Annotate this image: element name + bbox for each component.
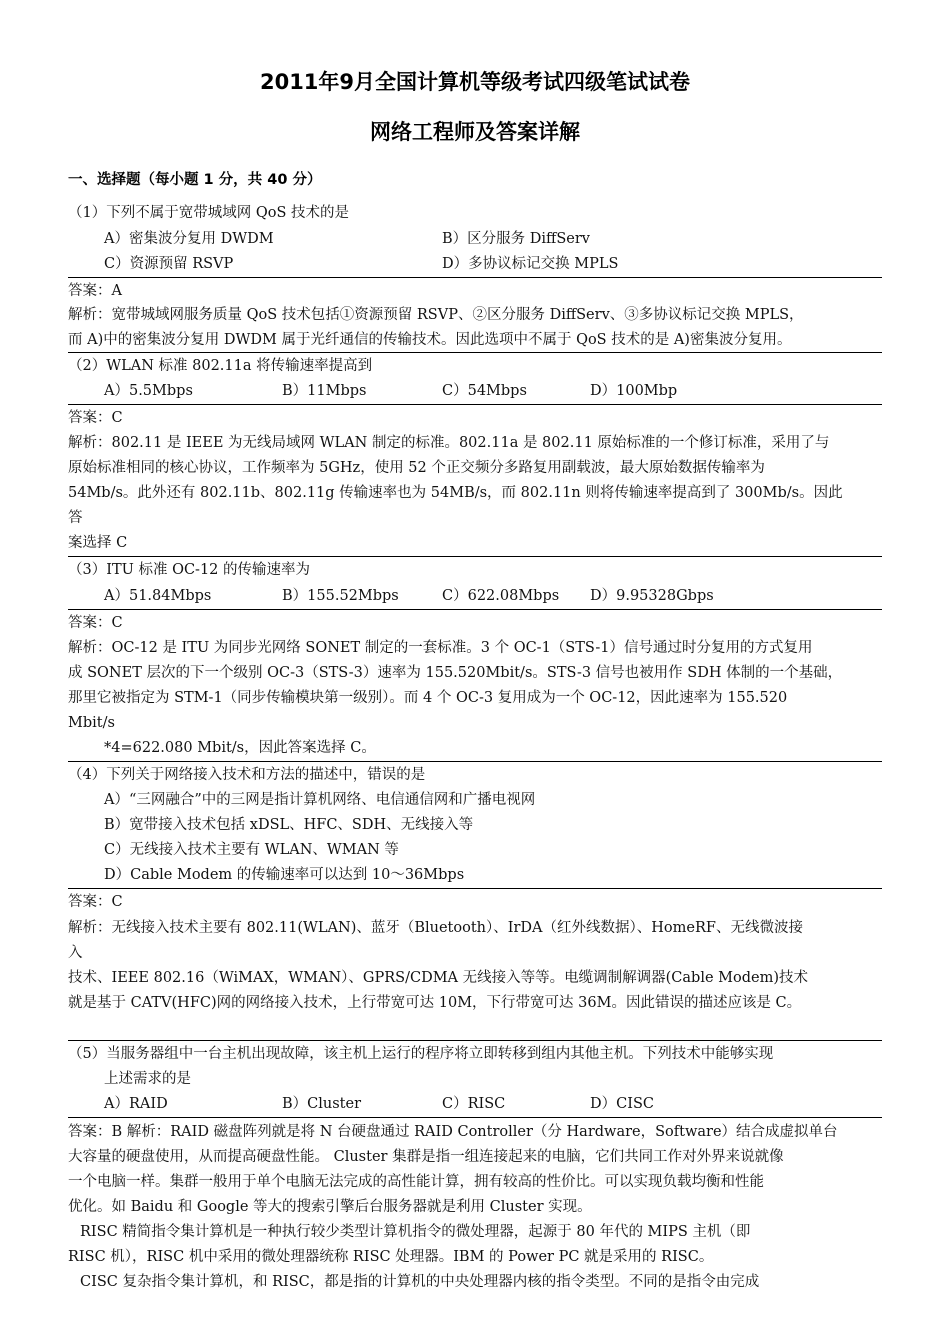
q3-option-c: C）622.08Mbps [442,588,560,604]
divider [68,277,882,278]
q5-explanation-line: 优化。如 Baidu 和 Google 等大的搜索引擎后台服务器就是利用 Cluster 实现。 [68,1199,592,1215]
q2-explanation-line: 答 [68,510,83,526]
q2-explanation-line: 原始标准相同的核心协议，工作频率为 5GHz，使用 52 个正交频分多路复用副载波，最大原始数据传输率为 [68,460,765,476]
q3-question: （3）ITU 标准 OC-12 的传输速率为 [68,562,311,578]
q5-option-c: C）RISC [442,1096,506,1112]
q1-explanation-line: 而 A)中的密集波分复用 DWDM 属于光纤通信的传输技术。因此选项中不属于 QoS 技术的是 A)密集波分复用。 [68,332,792,348]
q5-explanation-line: RISC 精简指令集计算机是一种执行较少类型计算机指令的微处理器，起源于 80 年代的 MIPS 主机（即 [80,1224,751,1240]
q4-option-a: A）“三网融合”中的三网是指计算机网络、电信通信网和广播电视网 [104,792,536,808]
q4-explanation-line: 解析：无线接入技术主要有 802.11(WLAN)、蓝牙（Bluetooth）、IrDA（红外线数据）、HomeRF、无线微波接 [68,920,803,936]
q3-option-d: D）9.95328Gbps [590,588,714,604]
q3-explanation-line: 解析：OC-12 是 ITU 为同步光网络 SONET 制定的一套标准。3 个 OC-1（STS-1）信号通过时分复用的方式复用 [68,640,813,656]
divider [68,352,882,353]
q1-question: （1）下列不属于宽带城域网 QoS 技术的是 [68,205,349,221]
q5-explanation-line: 一个电脑一样。集群一般用于单个电脑无法完成的高性能计算，拥有较高的性价比。可以实现负载均衡和性能 [68,1174,764,1190]
q2-option-a: A）5.5Mbps [104,383,193,399]
q3-explanation-line: *4=622.080 Mbit/s，因此答案选择 C。 [104,740,376,756]
q2-explanation-line: 解析：802.11 是 IEEE 为无线局域网 WLAN 制定的标准。802.11a 是 802.11 原始标准的一个修订标准，采用了与 [68,435,830,451]
q2-question: （2）WLAN 标准 802.11a 将传输速率提高到 [68,358,373,374]
q5-explanation-line: 答案：B 解析：RAID 磁盘阵列就是将 N 台硬盘通过 RAID Controller（分 Hardware，Software）结合成虚拟单台 [68,1124,838,1140]
divider [68,1040,882,1041]
divider [68,1117,882,1118]
document-subtitle: 网络工程师及答案详解 [370,120,580,144]
divider [68,609,882,610]
divider [68,888,882,889]
q4-answer: 答案：C [68,894,123,910]
q4-explanation-line: 就是基于 CATV(HFC)网的网络接入技术，上行带宽可达 10M，下行带宽可达 36M。因此错误的描述应该是 C。 [68,995,802,1011]
q2-option-b: B）11Mbps [282,383,367,399]
q3-explanation-line: 那里它被指定为 STM-1（同步传输模块第一级别）。而 4 个 OC-3 复用成为一个 OC-12，因此速率为 155.520 [68,690,788,706]
q1-option-a: A）密集波分复用 DWDM [104,231,274,247]
q4-option-d: D）Cable Modem 的传输速率可以达到 10～36Mbps [104,867,465,883]
q1-option-d: D）多协议标记交换 MPLS [442,256,619,272]
q4-option-c: C）无线接入技术主要有 WLAN、WMAN 等 [104,842,399,858]
q5-explanation-line: RISC 机），RISC 机中采用的微处理器统称 RISC 处理器。IBM 的 Power PC 就是采用的 RISC。 [68,1249,714,1265]
q4-explanation-line: 入 [68,945,83,961]
q3-explanation-line: Mbit/s [68,715,115,731]
q5-question: （5）当服务器组中一台主机出现故障，该主机上运行的程序将立即转移到组内其他主机。下列技术中能够实现 [68,1046,774,1062]
q5-explanation-line: 大容量的硬盘使用，从而提高硬盘性能。 Cluster 集群是指一组连接起来的电脑，它们共同工作对外界来说就像 [68,1149,784,1165]
q4-explanation-line: 技术、IEEE 802.16（WiMAX，WMAN）、GPRS/CDMA 无线接入等等。电缆调制解调器(Cable Modem)技术 [68,970,808,986]
q2-option-d: D）100Mbp [590,383,678,399]
q3-option-b: B）155.52Mbps [282,588,399,604]
q1-option-c: C）资源预留 RSVP [104,256,234,272]
q1-answer: 答案：A [68,283,122,299]
q2-answer: 答案：C [68,410,123,426]
q5-explanation-line: CISC 复杂指令集计算机，和 RISC，都是指的计算机的中央处理器内核的指令类型。不同的是指令由完成 [80,1274,760,1290]
q5-option-d: D）CISC [590,1096,654,1112]
q3-explanation-line: 成 SONET 层次的下一个级别 OC-3（STS-3）速率为 155.520Mbit/s。STS-3 信号也被用作 SDH 体制的一个基础， [68,665,843,681]
q4-question: （4）下列关于网络接入技术和方法的描述中，错误的是 [68,767,426,783]
q2-explanation-line: 案选择 C [68,535,128,551]
document-title: 2011年9月全国计算机等级考试四级笔试试卷 [259,70,691,94]
section-heading: 一、选择题（每小题 1 分，共 40 分） [68,172,322,188]
q4-option-b: B）宽带接入技术包括 xDSL、HFC、SDH、无线接入等 [104,817,474,833]
q2-explanation-line: 54Mb/s。此外还有 802.11b、802.11g 传输速率也为 54MB/s，而 802.11n 则将传输速率提高到了 300Mb/s。因此 [68,485,843,501]
q5-option-a: A）RAID [104,1096,168,1112]
q3-answer: 答案：C [68,615,123,631]
q1-option-b: B）区分服务 DiffServ [442,231,590,247]
q2-option-c: C）54Mbps [442,383,527,399]
q3-option-a: A）51.84Mbps [104,588,212,604]
q5-question: 上述需求的是 [104,1071,191,1087]
q5-option-b: B）Cluster [282,1096,362,1112]
divider [68,761,882,762]
divider [68,404,882,405]
q1-explanation-line: 解析：宽带城域网服务质量 QoS 技术包括①资源预留 RSVP、②区分服务 DiffServ、③多协议标记交换 MPLS， [68,307,804,323]
divider [68,556,882,557]
